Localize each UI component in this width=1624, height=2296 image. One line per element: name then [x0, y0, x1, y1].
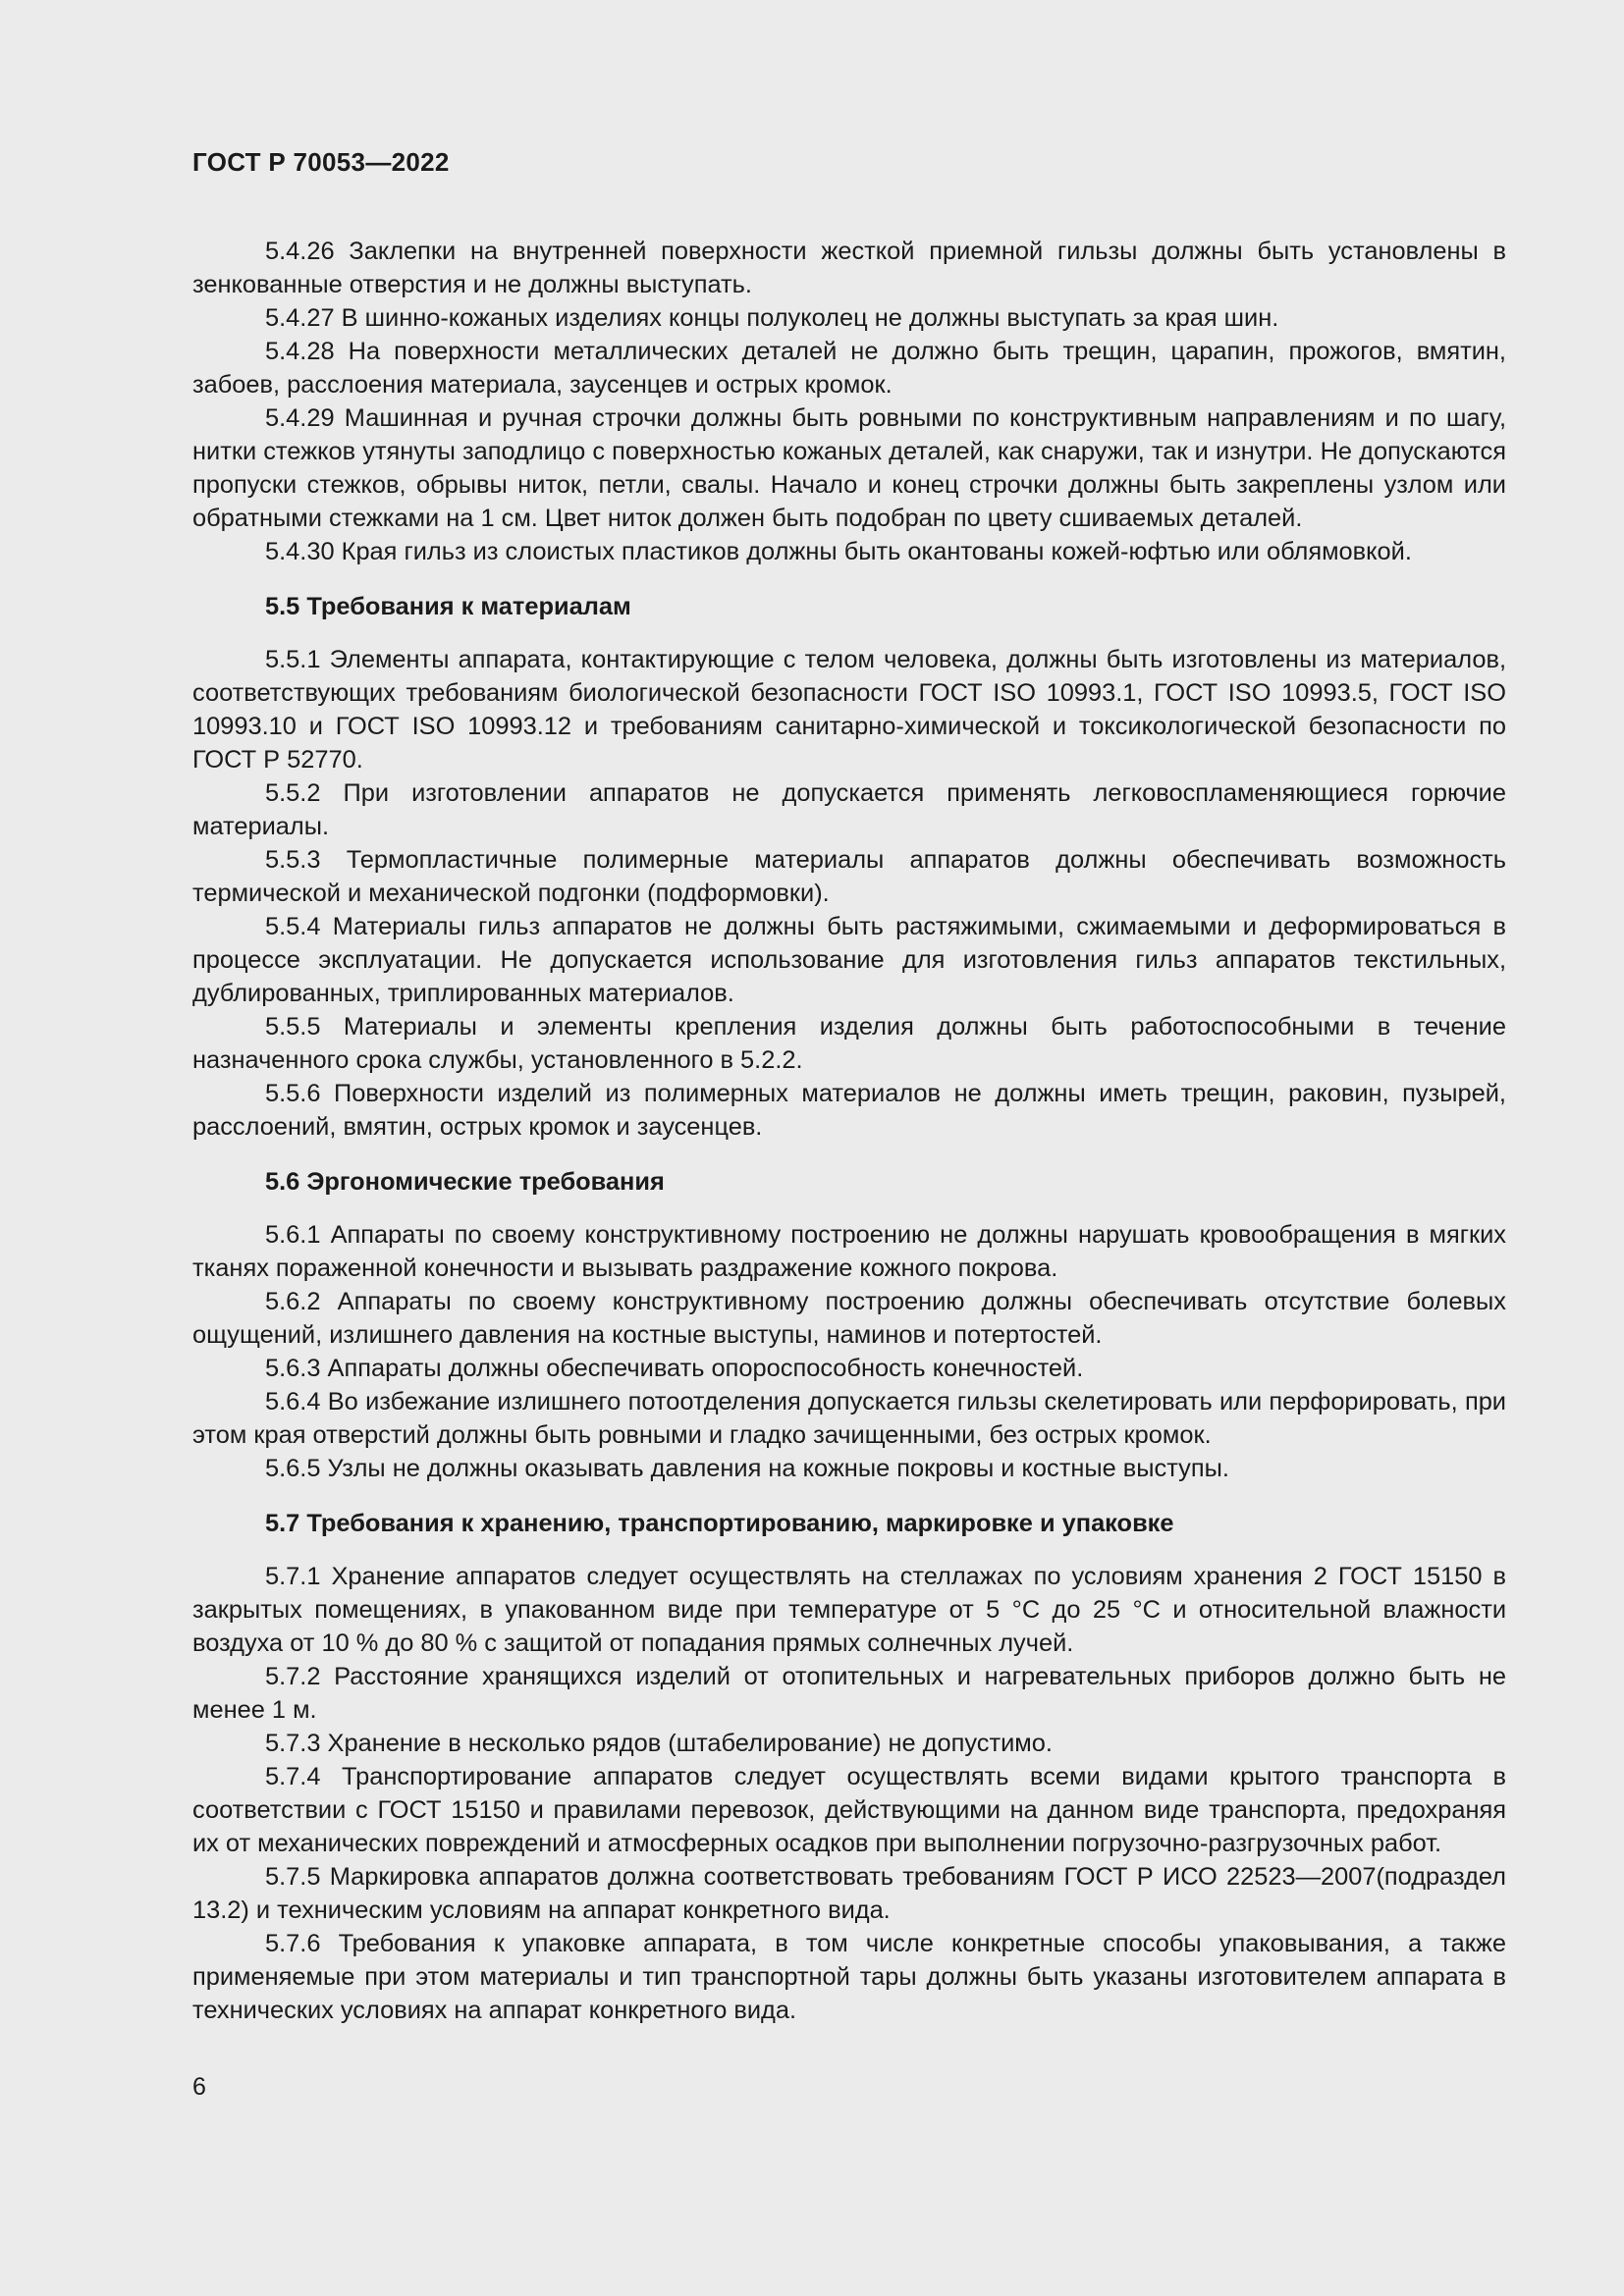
section-5-6-block: [192, 1218, 1506, 1485]
page-number: 6: [192, 2073, 206, 2101]
section-5-5-block: [192, 643, 1506, 1144]
section-heading-5-5: 5.5 Требования к материалам: [265, 593, 631, 620]
document-page: [192, 147, 1506, 2027]
clause-5-6-3: 5.6.3 Аппараты должны обеспечивать опороспособность конечностей.: [265, 1355, 1084, 1382]
section-5-7-block: [192, 1560, 1506, 2027]
clause-5-5-1: 5.5.1 Элементы аппарата, контактирующие с телом человека, должны быть изготовлены из материалов, соответствующих требованиям биологической безопасности ГОСТ ISO 10993.1, ГОСТ ISO 10993.5, ГОСТ ISO 10993.10 и ГОСТ ISO 10993.12 и требованиям санитарно-химической и токсикологической безопасности по ГОСТ Р 52770.: [192, 646, 1506, 774]
clause-5-7-1: 5.7.1 Хранение аппаратов следует осуществлять на стеллажах по условиям хранения 2 ГОСТ 15150 в закрытых помещениях, в упакованном виде при температуре от 5 °С до 25 °С и относительной влажности воздуха от 10 % до 80 % с защитой от попадания прямых солнечных лучей.: [192, 1563, 1506, 1657]
clause-5-7-6: 5.7.6 Требования к упаковке аппарата, в том числе конкретные способы упаковывания, а также применяемые при этом материалы и тип транспортной тары должны быть указаны изготовителем аппарата в технических условиях на аппарат конкретного вида.: [192, 1930, 1506, 2024]
clause-5-6-4: 5.6.4 Во избежание излишнего потоотделения допускается гильзы скелетировать или перфорировать, при этом края отверстий должны быть ровными и гладко зачищенными, без острых кромок.: [192, 1388, 1506, 1449]
clause-5-5-6: 5.5.6 Поверхности изделий из полимерных материалов не должны иметь трещин, раковин, пузырей, расслоений, вмятин, острых кромок и заусенцев.: [192, 1080, 1506, 1141]
clause-5-4-30: 5.4.30 Края гильз из слоистых пластиков должны быть окантованы кожей-юфтью или облямовкой.: [265, 538, 1412, 565]
clause-5-5-4: 5.5.4 Материалы гильз аппаратов не должны быть растяжимыми, сжимаемыми и деформироваться в процессе эксплуатации. Не допускается использование для изготовления гильз аппаратов текстильных, дублированных, триплированных материалов.: [192, 913, 1506, 1007]
clause-5-7-2: 5.7.2 Расстояние хранящихся изделий от отопительных и нагревательных приборов должно быть не менее 1 м.: [192, 1663, 1506, 1724]
clause-5-5-5: 5.5.5 Материалы и элементы крепления изделия должны быть работоспособными в течение назначенного срока службы, установленного в 5.2.2.: [192, 1013, 1506, 1074]
clause-5-4-26: 5.4.26 Заклепки на внутренней поверхности жесткой приемной гильзы должны быть установлены в зенкованные отверстия и не должны выступать.: [192, 238, 1506, 298]
clause-5-6-5: 5.6.5 Узлы не должны оказывать давления на кожные покровы и костные выступы.: [265, 1455, 1229, 1482]
clause-5-4-29: 5.4.29 Машинная и ручная строчки должны быть ровными по конструктивным направлениям и по шагу, нитки стежков утянуты заподлицо с поверхностью кожаных деталей, как снаружи, так и изнутри. Не допускаются пропуски стежков, обрывы ниток, петли, свалы. Начало и конец строчки должны быть закреплены узлом или обратными стежками на 1 см. Цвет ниток должен быть подобран по цвету сшиваемых деталей.: [192, 404, 1506, 532]
document-code-header: ГОСТ Р 70053—2022: [192, 147, 450, 177]
clause-5-7-3: 5.7.3 Хранение в несколько рядов (штабелирование) не допустимо.: [265, 1730, 1053, 1757]
clause-5-6-1: 5.6.1 Аппараты по своему конструктивному построению не должны нарушать кровообращения в мягких тканях пораженной конечности и вызывать раздражение кожного покрова.: [192, 1221, 1506, 1282]
clause-5-7-4: 5.7.4 Транспортирование аппаратов следует осуществлять всеми видами крытого транспорта в соответствии с ГОСТ 15150 и правилами перевозок, действующими на данном виде транспорта, предохраняя их от механических повреждений и атмосферных осадков при выполнении погрузочно-разгрузочных работ.: [192, 1763, 1506, 1857]
clause-5-5-3: 5.5.3 Термопластичные полимерные материалы аппаратов должны обеспечивать возможность термической и механической подгонки (подформовки).: [192, 846, 1506, 907]
clause-5-6-2: 5.6.2 Аппараты по своему конструктивному построению должны обеспечивать отсутствие болевых ощущений, излишнего давления на костные выступы, наминов и потертостей.: [192, 1288, 1506, 1349]
clause-5-4-27: 5.4.27 В шинно-кожаных изделиях концы полуколец не должны выступать за края шин.: [265, 304, 1279, 332]
clause-5-7-5: 5.7.5 Маркировка аппаратов должна соответствовать требованиям ГОСТ Р ИСО 22523—2007(подраздел 13.2) и техническим условиям на аппарат конкретного вида.: [192, 1863, 1506, 1924]
clause-5-4-28: 5.4.28 На поверхности металлических деталей не должно быть трещин, царапин, прожогов, вмятин, забоев, расслоения материала, заусенцев и острых кромок.: [192, 338, 1506, 399]
section-heading-5-7: 5.7 Требования к хранению, транспортированию, маркировке и упаковке: [265, 1510, 1174, 1537]
section-heading-5-6: 5.6 Эргономические требования: [265, 1168, 665, 1196]
clause-5-5-2: 5.5.2 При изготовлении аппаратов не допускается применять легковоспламеняющиеся горючие материалы.: [192, 779, 1506, 840]
section-5-4-block: [192, 235, 1506, 568]
